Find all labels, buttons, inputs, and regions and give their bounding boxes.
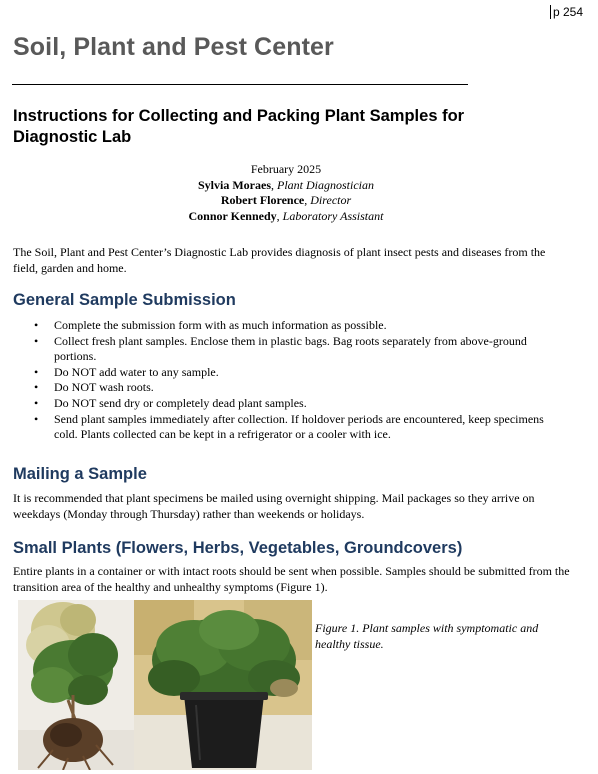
section-heading-small-plants: Small Plants (Flowers, Herbs, Vegetables, Groundcovers): [13, 539, 463, 557]
photo-uprooted-plant: [18, 600, 134, 770]
photo-potted-plant: [134, 600, 312, 770]
list-item: • Send plant samples immediately after collection. If holdover periods are encountered, keep specimens cold. Plants collected can be kept in a refrigerator or a cooler with ice.: [54, 412, 544, 443]
section-heading-general: General Sample Submission: [13, 291, 236, 309]
page-number: p 254: [550, 5, 583, 19]
byline: [0, 162, 572, 224]
uprooted-plant-illustration: [18, 600, 134, 770]
figure-caption: Figure 1. Plant samples with symptomatic and healthy tissue.: [315, 621, 539, 651]
section-heading-mailing: Mailing a Sample: [13, 465, 147, 483]
list-item: • Do NOT send dry or completely dead plant samples.: [54, 396, 544, 412]
intro-paragraph: The Soil, Plant and Pest Center’s Diagnostic Lab provides diagnosis of plant insect pests and diseases from the field, garden and home.: [13, 245, 546, 275]
document-title: Instructions for Collecting and Packing Plant Samples for Diagnostic Lab: [13, 107, 465, 146]
author-line: Sylvia Moraes, Plant Diagnostician: [198, 177, 374, 192]
mailing-paragraph: It is recommended that plant specimens be mailed using overnight shipping. Mail packages so they arrive on weekdays (Monday through Thursday) rather than weekends or holidays.: [13, 491, 535, 521]
author-role: Director: [310, 193, 352, 207]
author-role: Laboratory Assistant: [282, 208, 384, 223]
list-item: • Do NOT wash roots.: [54, 380, 544, 396]
small-plants-paragraph: Entire plants in a container or with intact roots should be sent when possible. Samples should be submitted from the transition area of the healthy and unhealthy symptoms (Figure 1).: [13, 564, 570, 594]
author-line: Robert Florence, Director: [220, 193, 352, 207]
title-divider: [12, 84, 468, 85]
list-item: • Do NOT add water to any sample.: [54, 365, 544, 381]
author-name: Connor Kennedy: [188, 208, 277, 223]
list-item: • Complete the submission form with as much information as possible.: [54, 318, 544, 334]
publication-date: February 2025: [250, 162, 322, 176]
author-name: Robert Florence: [220, 193, 305, 207]
general-submission-list: [54, 318, 544, 443]
author-name: Sylvia Moraes: [198, 177, 271, 192]
center-title: Soil, Plant and Pest Center: [13, 33, 334, 61]
author-line: Connor Kennedy, Laboratory Assistant: [188, 208, 384, 223]
list-item: • Collect fresh plant samples. Enclose them in plastic bags. Bag roots separately from above-ground portions.: [54, 334, 544, 365]
potted-plant-illustration: [134, 600, 312, 770]
author-role: Plant Diagnostician: [277, 177, 374, 192]
